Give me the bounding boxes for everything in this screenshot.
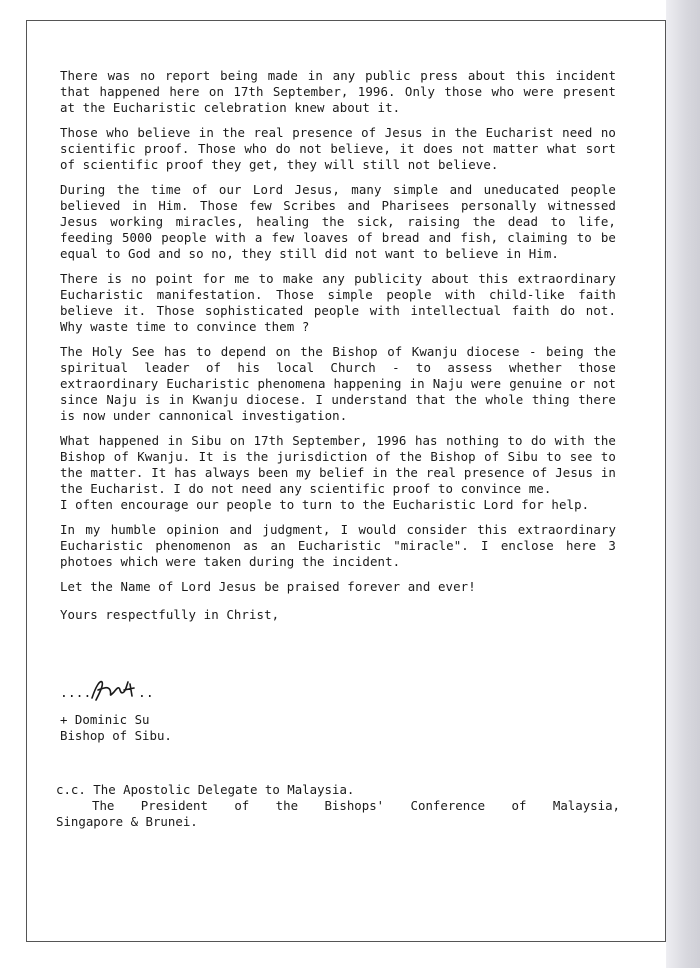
page-edge-shadow [666,0,700,968]
paragraph-4: There is no point for me to make any publicity about this extraordinary Eucharistic manifestation. Those simple people with child-like faith believe it. Those sophisticated people with intellectual faith do not. Why waste time to convince them ? [60,271,616,334]
paragraph-3: During the time of our Lord Jesus, many simple and uneducated people believed in Him. Those few Scribes and Pharisees personally witnessed Jesus working miracles, healing the sick, raising the dead to life, feeding 5000 people with a few loaves of bread and fish, claiming to be equal to God and so no, they still did not want to believe in Him. [60,182,616,261]
signer-name: + Dominic Su [60,712,150,727]
paragraph-6: What happened in Sibu on 17th September, 1996 has nothing to do with the Bishop of Kwanju. It is the jurisdiction of the Bishop of Sibu to see to the matter. It has always been my belief in the real presence of Jesus in the Eucharist. I do not need any scientific proof to convince me. I often encourage our people to turn to the Eucharistic Lord for help. [60,433,616,512]
cc-line-1: c.c. The Apostolic Delegate to Malaysia. [56,782,355,797]
signer-title: Bishop of Sibu. [60,728,172,743]
cc-line-2: The President of the Bishops' Conference of Malaysia, [92,798,620,813]
paragraph-2: Those who believe in the real presence of Jesus in the Eucharist need no scientific proof. Those who do not believe, it does not matter what sort of scientific proof they get, they will still not believe. [60,125,616,172]
letter-body [60,68,616,632]
signer-block [60,712,172,744]
signature-dots-left: .... [60,686,92,701]
cc-block [56,782,620,830]
paragraph-8: Let the Name of Lord Jesus be praised forever and ever! [60,579,476,594]
paragraph-5: The Holy See has to depend on the Bishop of Kwanju diocese - being the spiritual leader of his local Church - to assess whether those extraordinary Eucharistic phenomena happening in Naju were genuine or not since Naju is in Kwanju diocese. I understand that the whole thing there is now under cannonical investigation. [60,344,616,423]
paragraph-7: In my humble opinion and judgment, I would consider this extraordinary Eucharistic phenomenon as an Eucharistic "miracle". I enclose here 3 photoes which were taken during the incident. [60,522,616,569]
paragraph-1: There was no report being made in any public press about this incident that happened here on 17th September, 1996. Only those who were present at the Eucharistic celebration knew about it. [60,68,616,115]
handwritten-signature-icon [86,676,142,704]
closing-line: Yours respectfully in Christ, [60,607,280,622]
signature [60,676,180,706]
cc-line-3: Singapore & Brunei. [56,814,198,829]
signature-dots-right: .. [138,686,154,701]
